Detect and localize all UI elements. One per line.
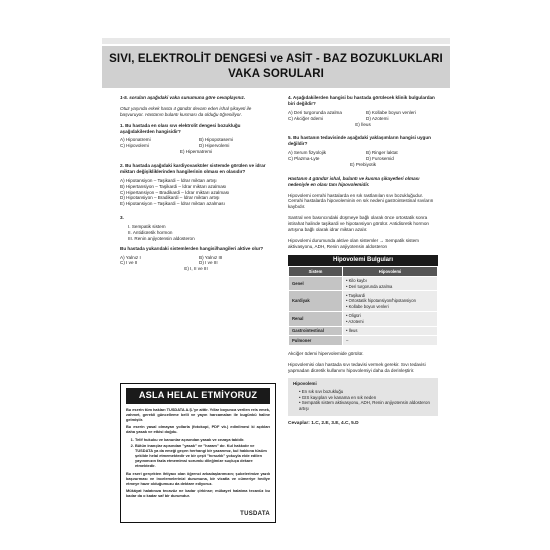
table-cell-system: Pulmoner — [289, 336, 343, 346]
question-3-items — [120, 224, 272, 242]
table-cell-system: Genel — [289, 276, 343, 291]
question-5: 5. Bu hastanın tedavisinde aşağıdaki yaklaşımların hangisi uygun değildir? — [288, 135, 431, 147]
option-1b[interactable]: B) Hipopotasemi — [199, 137, 233, 143]
table-row — [289, 326, 438, 336]
table-header-row — [289, 267, 438, 276]
option-5b[interactable]: B) Ringer laktat — [366, 150, 398, 156]
finding-item: • Deri turgorunda azalma — [346, 283, 393, 289]
question-2: 2. Bu hastada aşağıdaki kardiyovasküler sistemde görülen ve idrar miktarı değişikliklerinden hangilerinin olması en olasıdır? — [120, 163, 266, 174]
explanation-p4: Akciğer ödemi hipervolemide görülür. — [288, 350, 364, 356]
note-item: • Sempatik sistem aktivasyonu, ADH, Renin anjiyotensin aldosteron artışı — [299, 400, 430, 411]
copyright-list — [126, 437, 270, 469]
finding-item: • Oligüri — [346, 313, 361, 319]
table-row — [289, 336, 438, 346]
copyright-list-item: 2. Bütün inançlar açısından "yasak" ve "haram" dır. Kul hakkıdır ve TUSDATA ya da emeği geçen herhangi bir yazarımız, kul hakkına tüsüm şekilde helal etmemektedir ve bir çeşit "hırsızlık" yokuyla elde edilen yayınımızın fazla etmemimsi sorumlu dileğimize suçluça dekare etmektedir. — [135, 443, 270, 468]
intro-text: 1-5. soruları aşağıdaki vaka sunumuna göre cevaplayınız. — [120, 95, 246, 100]
question-1-options — [120, 137, 272, 155]
q3-item-2: II. Antidiüretik hormon — [128, 229, 173, 235]
table-cell-findings — [343, 276, 438, 291]
document-page — [102, 38, 450, 528]
table-cell-system: Renal — [289, 311, 343, 326]
q3-item-3: III. Renin anjiyotensin aldosteron — [128, 235, 195, 241]
question-4-options — [288, 110, 438, 128]
copyright-p3: Bu eseri gerçekten ihtiyacı olan öğrenci arkadaşlarımızın; şubelerimize yazılı başvurması ve incelemelerinizi durumuna, bir vicatla ve cümeriye hediye etmeye hazır olduğumuzu da dektare ediyoruz. — [126, 470, 270, 486]
option-3b[interactable]: B) Yalnız III — [199, 254, 223, 260]
table-cell-system: Kardiyak — [289, 291, 343, 311]
explanation-p3: Hipovolemi durumunda aktive olan sistemler → Sempatik sistem aktivasyonu, ADH, Renin anjiyotensin aldosteron — [288, 237, 419, 249]
option-4c[interactable]: C) Akciğer ödemi — [288, 115, 323, 121]
title-box — [102, 46, 450, 88]
option-5a[interactable]: A) Serum fizyolojik — [288, 150, 327, 156]
option-1c[interactable]: C) Hipovolemi — [120, 143, 149, 149]
question-1: 1. Bu hastada en olası sıvı elektrolit dengesi bozukluğu aşağıdakilerden hangisidir? — [120, 122, 241, 134]
explanation-summary: Hastanın 4 gündür ishal, bulantı ve kusma şikayetleri olması nedeniyle en olası tanı hipovolemidir. — [288, 175, 420, 187]
finding-item: • Ortostatik hipotansiyon/hipotansiyon — [346, 298, 416, 304]
table-cell-findings — [343, 326, 438, 336]
title-line-2: VAKA SORULARI — [228, 68, 324, 80]
explanation-p5: Hipovolemisi olan hastada sıvı tedavisi vermek gerekir. Sıvı tedavisi yapmadan diüretik kullanımı hipovolemiyi daha da derinleştirir. — [288, 361, 426, 373]
option-4e[interactable]: E) İleus — [355, 121, 371, 127]
option-2b[interactable]: B) Hipertansiyon – Taşikardi – İdrar miktarı azalması — [120, 183, 227, 189]
hypovolemia-table — [288, 266, 438, 346]
table-cell-findings — [343, 291, 438, 311]
note-item: • GIS kayıpları ve kanama en sık neden — [299, 394, 377, 400]
table-row — [289, 291, 438, 311]
question-2-options — [120, 178, 272, 207]
finding-item: • Azotemi — [346, 318, 364, 324]
note-item: • En sık sıvı bozukluğu — [299, 389, 344, 395]
finding-item: • Taşikardi — [346, 293, 366, 299]
explanation-p1: Hipovolemi cerrahi hastalarda en sık rastlanılan sıvı bozukluğudur. Cerrahi hastalarda hipovoleminin en sık nedeni gastrointestinal sıvıların kaybıdır. — [288, 192, 434, 210]
option-2c[interactable]: C) Hipertansiyon – Bradikardi – İdrar miktarı azalması — [120, 189, 230, 195]
answer-key: Cevaplar: 1.C, 2.E, 3.E, 4.C, 5.D — [288, 420, 359, 426]
copyright-p2: Bu eserin yasal olmayan yollarla (fotokopi, PDF vb.) edinilmesi ki açıkları daha yasak ve etkisi doğdu. — [126, 424, 270, 435]
explanation-p2: Santral ven basıncındaki düşmeye bağlı olarak önce ortostatik sonra istirahat halinde taşikardi ve hipotansiyon görülür. Antidiüretik hormon artışına bağlı olarak idrar miktarı azalır. — [288, 215, 429, 232]
option-2d[interactable]: D) Hipotansiyon – Bradikardi – İdrar miktarı artışı — [120, 195, 220, 201]
right-column — [288, 95, 438, 427]
question-3-number: 3. — [120, 215, 124, 221]
option-3c[interactable]: C) I ve II — [120, 260, 138, 266]
table-header: Sistem — [289, 267, 343, 276]
title-line-1: SIVI, ELEKTROLİT DENGESİ ve ASİT - BAZ BOZUKLUKLARI — [109, 53, 443, 66]
finding-item: • Kollabe boyun venleri — [346, 303, 389, 309]
finding-item: • İleus — [346, 328, 358, 334]
option-3e[interactable]: E) I, II ve III — [184, 266, 208, 272]
option-1a[interactable]: A) Hiponatremi — [120, 137, 151, 143]
table-header: Hipovolemi — [343, 267, 438, 276]
question-4: 4. Aşağıdakilerden hangisi bu hastada görülecek klinik bulgulardan biri değildir? — [288, 95, 435, 106]
question-3-options — [120, 255, 272, 273]
header-bar — [102, 38, 450, 44]
table-cell-findings — [343, 311, 438, 326]
table-row — [289, 311, 438, 326]
copyright-notice-box — [120, 383, 276, 523]
summary-note-box — [288, 378, 438, 415]
option-5d[interactable]: D) Furosemid — [366, 156, 394, 161]
option-3d[interactable]: D) I ve III — [199, 260, 218, 266]
question-5-options — [288, 150, 438, 168]
option-1d[interactable]: D) Hipervolemi — [199, 143, 230, 149]
copyright-list-item: 1. Telif hukuku ve kanunlar açısından yasak ve cezaya tabidir. — [135, 437, 270, 442]
table-title: Hipovolemi Bulguları — [288, 255, 438, 267]
q3-item-1: I. Sempatik sistem — [128, 224, 166, 229]
option-2a[interactable]: A) Hipotansiyon – Taşikardi – İdrar miktarı artışı — [120, 177, 217, 183]
finding-item: • Kilo kaybı — [346, 278, 367, 284]
option-3a[interactable]: A) Yalnız I — [120, 254, 141, 260]
copyright-heading: ASLA HELAL ETMİYORUZ — [126, 388, 270, 404]
option-4d[interactable]: D) Azotemi — [366, 115, 389, 121]
option-1e[interactable]: E) Hipernatremi — [179, 149, 213, 155]
question-3: Bu hastada yukarıdaki sistemlerden hangisi/hangileri aktive olur? — [120, 245, 264, 251]
left-column — [120, 95, 272, 280]
option-2e[interactable]: E) Hipotansiyon – Taşikardi – İdrar miktarı azalması — [120, 201, 225, 207]
note-title: Hipovolemi — [293, 381, 317, 387]
finding-item: – — [346, 337, 349, 343]
table-cell-system: Gastrointestinal — [289, 326, 343, 336]
option-5c[interactable]: C) Plazma-Lyte — [288, 156, 320, 161]
option-4b[interactable]: B) Kollabe boyun venleri — [366, 109, 416, 115]
option-5e[interactable]: E) Prebiyotik — [349, 161, 377, 167]
copyright-p1: Bu eserin tüm hakları TUSDATA A.Ş.'ye aittir. Yıllar boyunca verilen reis emek, zahmet, gerekli güncelleme belli ve yayın harcamaları ile bugünkü haline gelmiştir. — [126, 406, 270, 422]
table-row — [289, 276, 438, 291]
case-text: Otuz yaşında erkek hasta 4 gündür devam eden ishal şikayeti ile başvuruyor. Hastanın bulantı kusması da olduğu öğreniliyor. — [120, 105, 252, 117]
tusdata-logo: TUSDATA — [240, 511, 270, 518]
option-4a[interactable]: A) Deri turgorunda azalma — [288, 109, 342, 115]
copyright-p4: Mükâyat halatınıza tecavüz ne kadar çirkinse; mükayet halatına tecavüz bu kadar da o kadar saf bir durumdur. — [126, 488, 270, 499]
table-cell-findings — [343, 336, 438, 346]
